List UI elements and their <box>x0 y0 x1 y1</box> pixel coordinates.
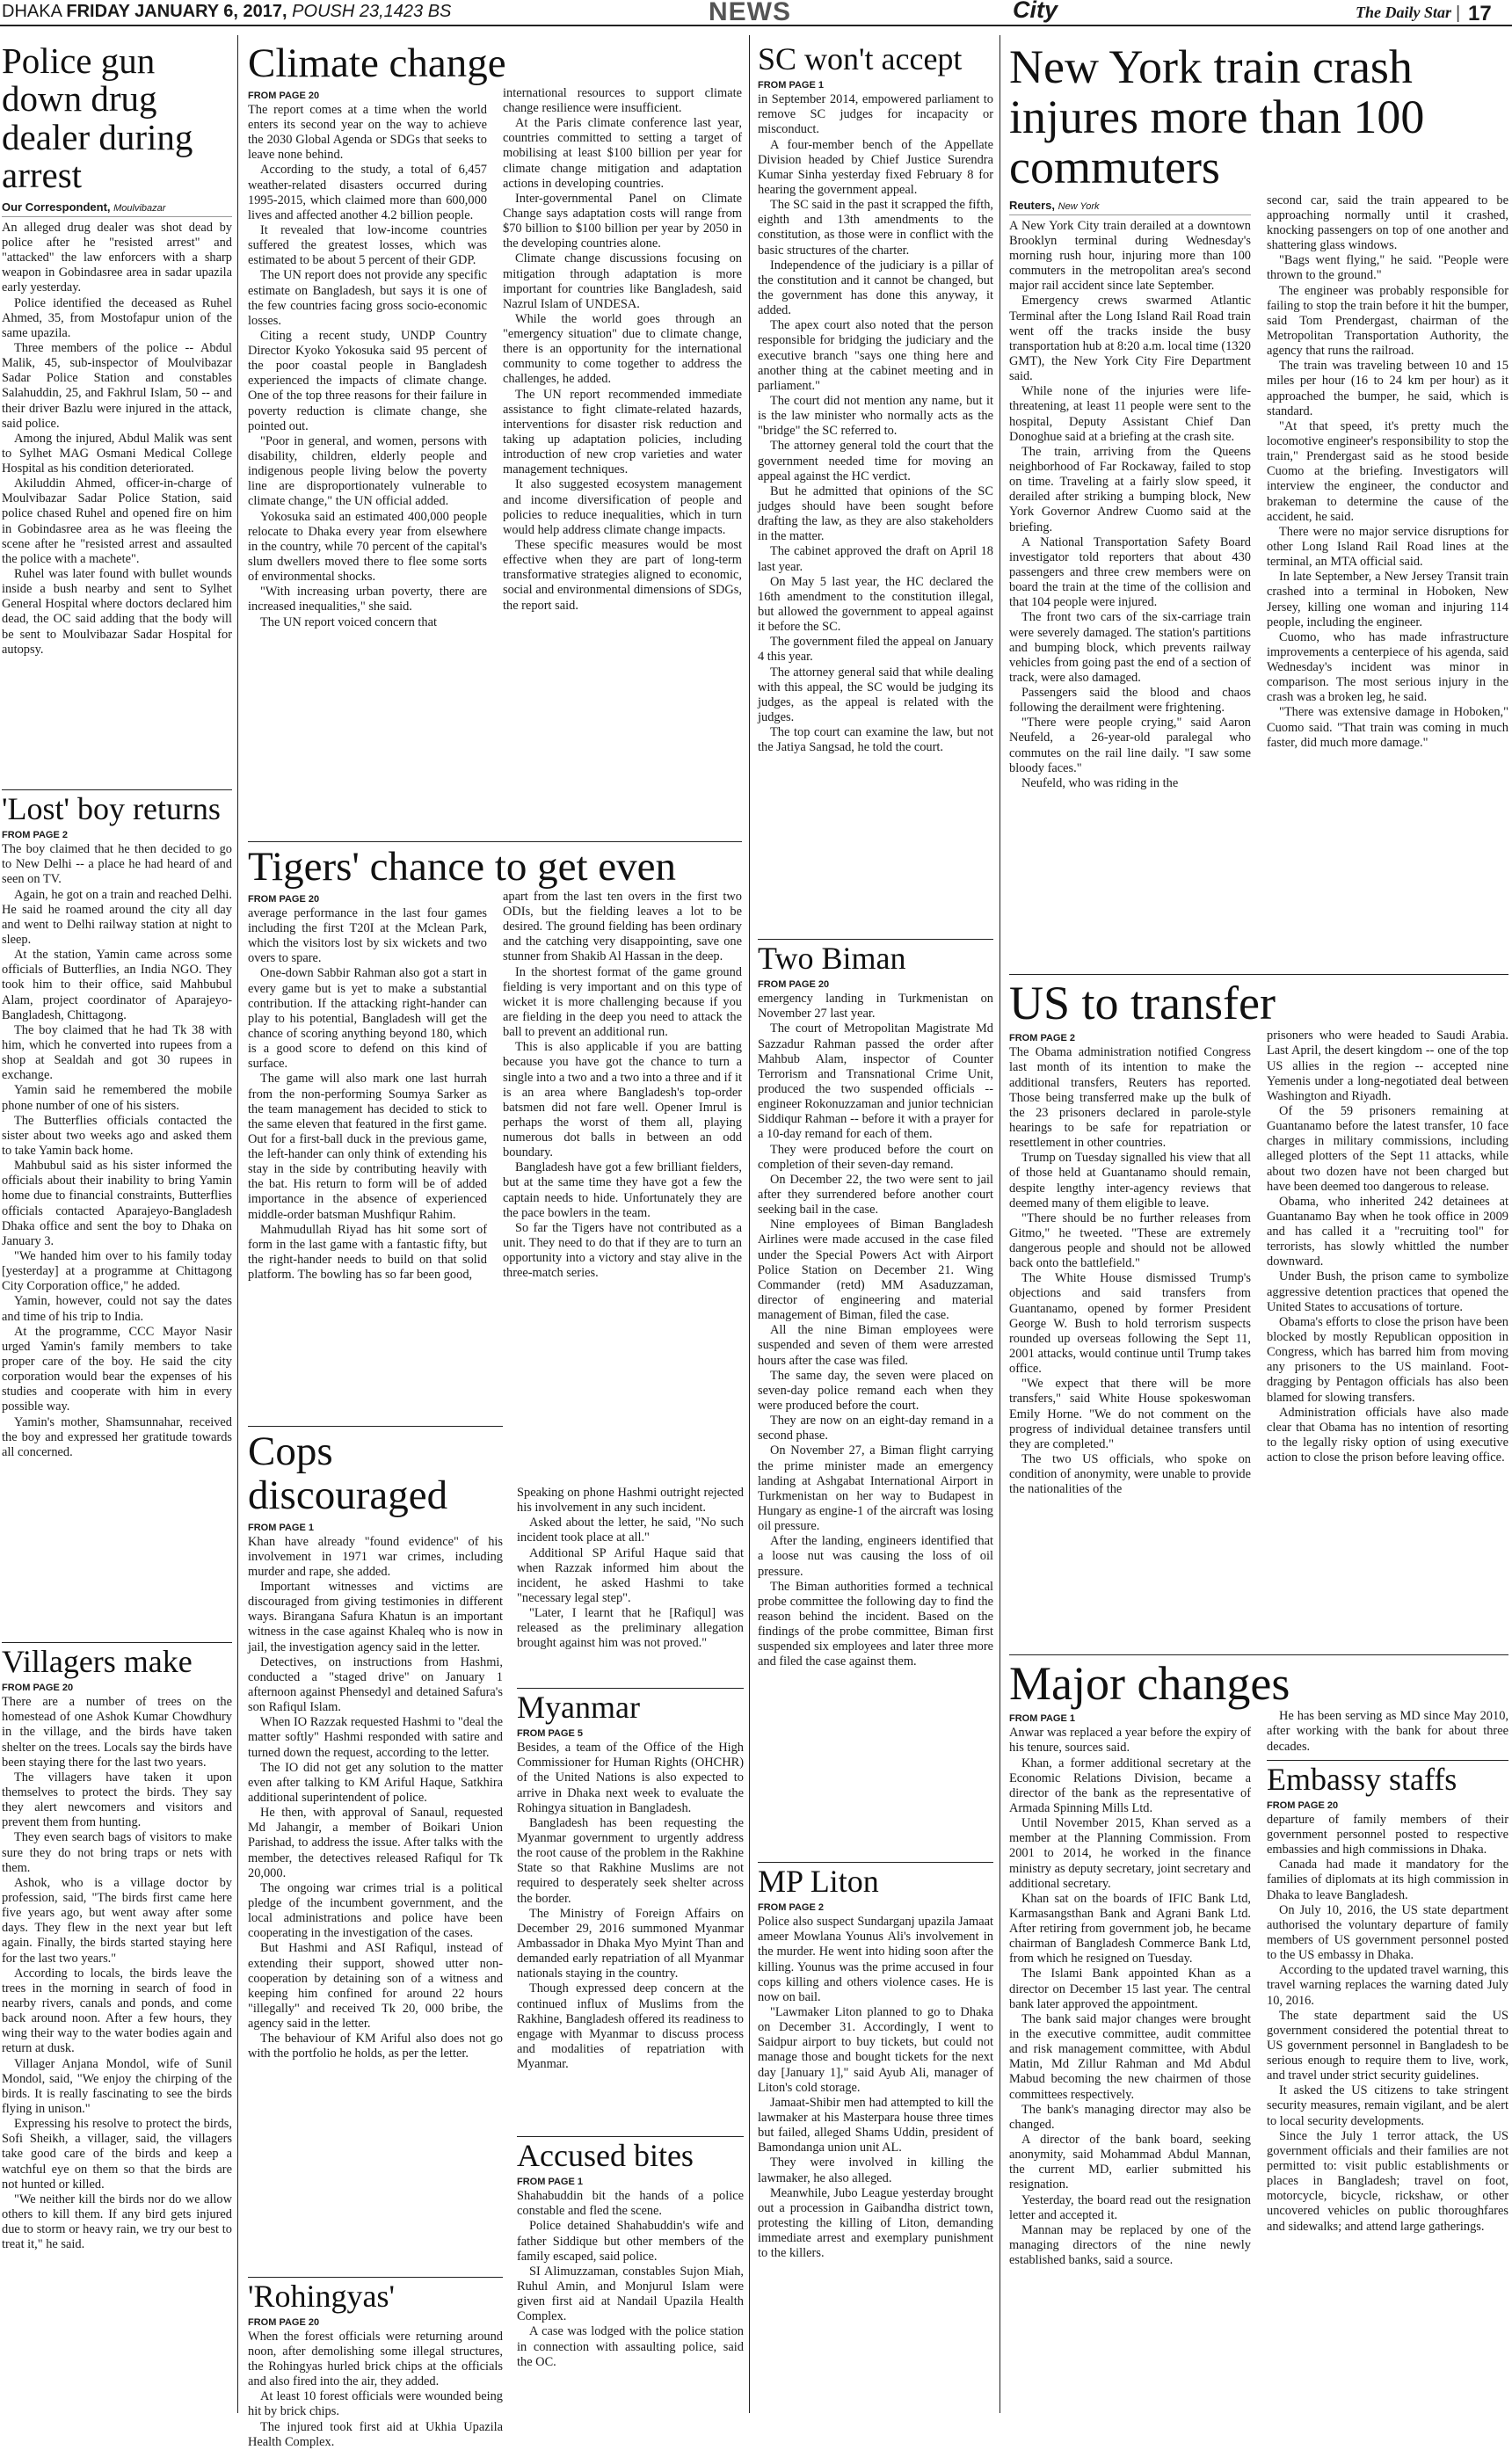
body-paragraph: At the Paris climate conference last year, countries committed to setting a target of mobilising at least $100 billion per year for climate change mitigation and adaptation actions in developing countries. <box>503 116 742 191</box>
section-label: NEWS <box>709 0 791 26</box>
body-paragraph: Again, he got on a train and reached Delhi. He said he roamed around the city all day and went to Delhi railway station at night to sleep. <box>2 887 232 947</box>
body-paragraph: Police detained Shahabuddin's wife and father Siddique but other members of the family escaped, said police. <box>517 2219 744 2264</box>
body-paragraph: The front two cars of the six-carriage train were severely damaged. The station's partitions and bumping block, which prevents railway vehicles from going past the end of a section of track, were also damaged. <box>1009 610 1251 685</box>
body-paragraph: In the shortest format of the game ground fielding is very important and on this type of wicket it is more challenging because if you are fielding in the deep you need to attack the ball to prevent an additional run. <box>503 964 742 1040</box>
body-paragraph: Khan sat on the boards of IFIC Bank Ltd, Karmasangsthan Bank and Agrani Bank Ltd. After retiring from government job, he became chairman of Bangladesh Commerce Bank Ltd, from which he resigned on Tuesday. <box>1009 1891 1251 1967</box>
dateline: FROM PAGE 2 <box>758 1902 824 1914</box>
text-span: New York <box>1058 200 1100 212</box>
body-paragraph: A four-member bench of the Appellate Division headed by Chief Justice Surendra Kumar Sinha yesterday fixed February 8 for hearing the government appeal. <box>758 137 993 197</box>
body-paragraph: Yesterday, the board read out the resignation letter and accepted it. <box>1009 2192 1251 2222</box>
text-span: Moulvibazar <box>113 202 166 214</box>
body-paragraph: Emergency crews swarmed Atlantic Terminal after the Long Island Rail Road train went off the tracks inside the busy transportation hub at 8:20 a.m. local time (1320 GMT), the New York City Fire Department said. <box>1009 294 1251 384</box>
body-paragraph: Ruhel was later found with bullet wounds inside a bush nearby and sent to Sylhet General Hospital where doctors declared him dead, the OC said adding that the body will be sent to Moulvibazar Sadar Hospital for autopsy. <box>2 567 232 657</box>
body-paragraph: The Obama administration notified Congress last month of its intention to make the additional transfers, Reuters has reported. Those being transferred make up the bulk of the 23 prisoners declared in parole-style hearings to be safe for repatriation or resettlement in other countries. <box>1009 1045 1251 1151</box>
body-paragraph: Since the July 1 terror attack, the US government officials and their families are not permitted to: visit public establishments or places in Bangladesh; travel on foot, motorcycle, bicycle, rickshaw, or other uncovered vehicles on public thoroughfares and sidewalks; and attend large gatherings. <box>1267 2128 1508 2234</box>
story-ny-train <box>1009 42 1508 974</box>
story-accused <box>517 2136 744 2409</box>
body-paragraph: "Poor in general, and women, persons with disability, children, elderly people and indigenous people living below the poverty line are disproportionately vulnerable to climate change," the UN official added. <box>248 433 487 509</box>
text-span: POUSH 23,1423 BS <box>292 2 452 21</box>
cops-continued-column <box>517 1486 744 2416</box>
body-paragraph: international resources to support climate change resilience were insufficient. <box>503 85 742 115</box>
body-paragraph: According to the study, a total of 6,457 weather-related disasters occurred during 1995-2015, which claimed more than 600,000 lives and affected another 4.2 billion people. <box>248 163 487 222</box>
body-paragraph: The Biman authorities formed a technical probe committee the following day to find the reason behind the incident. Based on the findings of the probe committee, Biman first suspended six employees and later three more and filed the case against them. <box>758 1579 993 1669</box>
body-paragraph: Shahabuddin bit the hands of a police constable and fled the scene. <box>517 2189 744 2219</box>
body-paragraph: The game will also mark one last hurrah from the non-performing Soumya Sarker as the team management has decided to stick to the same eleven that featured in the first game. Out for a first-ball duck in the previous game, the left-hander can only think of extending his stay in the side by contributing heavily with the bat. His return to form will be of added importance in the absence of experienced middle-order batsman Mushfiqur Rahim. <box>248 1072 487 1222</box>
body-paragraph: Though expressed deep concern at the continued influx of Muslims from the Rakhine, Bangladesh offered its readiness to engage with Myanmar to discuss process and modalities of repatriation with Myanmar. <box>517 1981 744 2072</box>
body-paragraph: Yamin, however, could not say the dates and time of his trip to India. <box>2 1294 232 1324</box>
headline: 'Lost' boy returns <box>2 791 221 826</box>
body-paragraph: But Hashmi and ASI Rafiqul, instead of extending their support, showed utter non-cooperation by detaining son of a witness and keeping him confined for around 22 hours "illegally" and received Tk 20, 000 bribe, the agency said in the letter. <box>248 1941 503 2032</box>
page-number: 17 <box>1468 2 1492 25</box>
body-paragraph: Yamin's mother, Shamsunnahar, received the boy and expressed her gratitude towards all concerned. <box>2 1414 232 1459</box>
body-paragraph: Besides, a team of the Office of the High Commissioner for Human Rights (OHCHR) of the United Nations is also expected to arrive in Dhaka next week to evaluate the Rohingya situation in Bangladesh. <box>517 1741 744 1815</box>
body-paragraph: Neufeld, who was riding in the <box>1021 775 1179 790</box>
dateline: FROM PAGE 1 <box>758 80 824 91</box>
headline: Major changes <box>1009 1657 1290 1710</box>
body-paragraph: He then, with approval of Sanaul, requested Md Jahangir, a member of Boikari Union Parishad, to address the issue. After talks with the member, the detectives released Rafiqul for Tk 20,000. <box>248 1806 503 1880</box>
body-paragraph: SI Alimuzzaman, constables Sujon Miah, Ruhul Amin, and Monjurul Islam were given first aid at Nandail Upazila Health Complex. <box>517 2264 744 2324</box>
body-paragraph: The government filed the appeal on January 4 this year. <box>758 635 993 665</box>
body-paragraph: This is also applicable if you are batting because you have got the chance to turn a single into a two and a two into a three and if it is an area where Bangladesh's top-order batsmen did not fare well. Opener Imrul is perhaps the worst of them all, playing numerous dot balls in between an odd boundary. <box>503 1040 742 1160</box>
body-paragraph: Obama, who inherited 242 detainees at Guantanamo Bay when he took office in 2009 and has called it a "recruiting tool" for terrorists, has slowly whittled the number downward. <box>1267 1194 1508 1269</box>
body-paragraph: There are a number of trees on the homestead of one Ashok Kumar Chowdhury in the village, and the birds have taken shelter on the trees. Locals say the birds have been staying there for the last two years. <box>2 1695 232 1770</box>
body-paragraph: When the forest officials were returning around noon, after demolishing some illegal structures, the Rohingyas hurled brick chips at the officials and also fired into the air, they added. <box>248 2329 503 2389</box>
body-paragraph: Khan, a former additional secretary at the Economic Relations Division, became a director of the bank as the representative of Armada Spinning Mills Ltd. <box>1009 1756 1251 1815</box>
story-rohingyas <box>248 2277 503 2450</box>
body-paragraph: Jamaat-Shibir men had attempted to kill the lawmaker at his Masterpara house three times but failed, alleged Shams Uddin, president of Bamondanga union unit AL. <box>758 2095 993 2156</box>
body-paragraph: An alleged drug dealer was shot dead by police after he "resisted arrest" and "attacked" the law enforcers with a sharp weapon in Gobindasree area in sadar upazila early yesterday. <box>2 220 232 295</box>
body-paragraph: At least 10 forest officials were wounded being hit by brick chips. <box>248 2389 503 2419</box>
story-sc <box>758 42 993 939</box>
body-paragraph: Canada had made it mandatory for the families of diplomats at its high commission in Dhaka to leave Bangladesh. <box>1267 1857 1508 1902</box>
body-paragraph: Yamin said he remembered the mobile phone number of one of his sisters. <box>2 1083 232 1113</box>
story-us-transfer <box>1009 974 1508 1651</box>
body-paragraph: Bangladesh have got a few brilliant fielders, but at the same time they have got a few the captain needs to hide. Unfortunately they are the pace bowlers in the team. <box>503 1160 742 1220</box>
dateline: FROM PAGE 1 <box>1009 1713 1075 1725</box>
body-paragraph: Inter-governmental Panel on Climate Change says adaptation costs will range from $70 billion to $100 billion per year by 2050 in the developing countries alone. <box>503 191 742 251</box>
body-paragraph: A director of the bank board, seeking anonymity, said Mohammad Abdul Mannan, the current MD, earlier submitted his resignation. <box>1009 2133 1251 2192</box>
body-paragraph: They were involved in killing the lawmaker, he also alleged. <box>758 2156 993 2185</box>
body-paragraph: On December 22, the two were sent to jail after they surrendered before another court seeking bail in the case. <box>758 1172 993 1218</box>
dateline: FROM PAGE 20 <box>758 979 830 991</box>
dateline: FROM PAGE 20 <box>248 90 320 101</box>
column-rule <box>237 35 238 2413</box>
body-paragraph: Mannan may be replaced by one of the managing directors of the nine newly established banks, said a source. <box>1009 2222 1251 2268</box>
body-paragraph: The behaviour of KM Ariful also does not go with the portfolio he holds, as per the letter. <box>248 2032 503 2061</box>
dateline: FROM PAGE 2 <box>1009 1033 1075 1044</box>
body-paragraph: The apex court also noted that the person responsible for bridging the judiciary and the executive branch "says one thing here and another thing at the cabinet meeting and in parliament." <box>758 318 993 393</box>
body-paragraph: One-down Sabbir Rahman also got a start in every game but is yet to make a substantial contribution. If the attacking right-hander can play to his potential, Bangladesh will get the chance of scoring anything beyond 180, which is a good score to defend on this kind of surface. <box>248 966 487 1072</box>
body-paragraph: "There were people crying," said Aaron Neufeld, a 26-year-old paralegal who commutes on the rail line daily. "I saw some bloody faces." <box>1009 716 1251 775</box>
body-paragraph: Bangladesh has been requesting the Myanmar government to urgently address the root cause of the problem in the Rakhine State so that Rakhine Muslims are not required to desperately seek shelter across the border. <box>517 1815 744 1906</box>
separator: | <box>1456 4 1461 23</box>
byline <box>2 200 232 217</box>
body-paragraph: The boy claimed that he had Tk 38 with him, which he converted into rupees from a shop at Sealdah and got 30 rupees in exchange. <box>2 1022 232 1083</box>
body-paragraph: Of the 59 prisoners remaining at Guantanamo before the latest transfer, 10 face charges in military commissions, including alleged plotters of the Sept 11 attacks, while about two dozen have not been charged but have been deemed too dangerous to release. <box>1267 1103 1508 1194</box>
body-paragraph: Cuomo, who has made infrastructure improvements a centerpiece of his agenda, said Wednesday's incident was minor in comparison. The most serious injury in the crash was a broken leg, he said. <box>1267 629 1508 705</box>
headline: Two Biman <box>758 941 906 976</box>
headline: Myanmar <box>517 1690 640 1725</box>
body-paragraph: Three members of the police -- Abdul Malik, 45, sub-inspector of Moulvibazar Sadar Police Station and constables Salahuddin, 25, and Fakhrul Islam, 50 -- and their driver Bazlu were injured in the attack, said police. <box>2 340 232 431</box>
body-paragraph: Obama's efforts to close the prison have been blocked by mostly Republican opposition in Congress, which has barred him from moving any prisoners to the US mainland. Foot-dragging by Pentagon officials has also been blamed for slowing transfers. <box>1267 1314 1508 1405</box>
body-paragraph: "At that speed, it's pretty much the locomotive engineer's responsibility to stop the train," Prendergast said as he stood beside Cuomo at the briefing. Investigators will interview the engineer, the conductor and brakeman to determine the cause of the accident, he said. <box>1267 418 1508 524</box>
body-paragraph: All the nine Biman employees were suspended and seven of them were arrested hours after the case was filed. <box>758 1323 993 1368</box>
headline: New York train crash injures more than 100 commuters <box>1009 40 1425 194</box>
left-column <box>2 42 232 2416</box>
body-paragraph: The injured took first aid at Ukhia Upazila Health Complex. <box>248 2419 503 2449</box>
byline <box>1009 199 1251 215</box>
story-biman <box>758 939 993 1862</box>
body-paragraph: According to the updated travel warning, this travel warning replaces the warning dated July 10, 2016. <box>1267 1963 1508 2008</box>
body-paragraph: Ashok, who is a village doctor by profession, said, "The birds first came here five years ago, but went away after some days. They flew in the next year but left again. Finally, the birds started staying here for the last two years." <box>2 1875 232 1966</box>
story-climate <box>248 42 742 838</box>
story-liton <box>758 1862 993 2398</box>
story-lost-boy <box>2 789 232 1642</box>
story-villagers <box>2 1642 232 2416</box>
body-paragraph: On November 27, a Biman flight carrying the prime minister made an emergency landing at Ashgabat International Airport in Turkmenistan on her way to Budapest in Hungary as engine-1 of the aircraft was losing oil pressure. <box>758 1443 993 1534</box>
body-paragraph: apart from the last ten overs in the first two ODIs, but the fielding leaves a lot to be desired. The ground fielding has been ordinary and the catching very disappointing, save one stunner from Shakib Al Hassan in the deep. <box>503 889 742 964</box>
body-paragraph: The Islami Bank appointed Khan as a director on December 15 last year. The central bank later approved the appointment. <box>1009 1967 1251 2011</box>
body-paragraph: The same day, the seven were placed on seven-day police remand each when they were produced before the court. <box>758 1368 993 1413</box>
body-paragraph: Among the injured, Abdul Malik was sent to Sylhet MAG Osmani Medical College Hospital as his condition deteriorated. <box>2 431 232 476</box>
dateline: FROM PAGE 1 <box>248 1522 314 1533</box>
body-paragraph: Independence of the judiciary is a pillar of the constitution and it cannot be changed, but the government has done this anyway, it added. <box>758 258 993 318</box>
body-paragraph: The Butterflies officials contacted the sister about two weeks ago and asked them to take Yamin back home. <box>2 1113 232 1158</box>
story-police <box>2 42 232 789</box>
body-paragraph: "Bags went flying," he said. "People were thrown to the ground." <box>1267 253 1508 283</box>
headline: Embassy staffs <box>1267 1761 1457 1797</box>
headline: Tigers' chance to get even <box>248 844 677 890</box>
body-paragraph: Mahbubul said as his sister informed the officials about their inability to bring Yamin home due to financial constraints, Butterflies officials contacted Aparajeyo-Bangladesh Dhaka office and sent the boy to Dhaka on January 3. <box>2 1159 232 1248</box>
body-paragraph: Anwar was replaced a year before the expiry of his tenure, sources said. <box>1009 1726 1251 1756</box>
headline: US to transfer <box>1009 977 1276 1029</box>
body-paragraph: Mahmudullah Riyad has hit some sort of form in the last game with a fantastic fifty, but the right-hander needs to build on that solid platform. The bowling has so far been good, <box>248 1222 487 1283</box>
body-paragraph: "We expect that there will be more transfers," said White House spokeswoman Emily Horne. "We do not comment on the progress of individual detainee transfers until they are completed." <box>1009 1377 1251 1451</box>
major-changes-tail: He has been serving as MD since May 2010, after working with the bank for about three decades. <box>1267 1709 1508 1754</box>
body-paragraph: Yokosuka said an estimated 400,000 people relocate to Dhaka every year from elsewhere in the country, while 70 percent of the capital's slum dwellers moved there to flee some sorts of environmental shocks. <box>248 509 487 585</box>
masthead-dateline <box>2 2 451 22</box>
body-paragraph: "Later, I learnt that he [Rafiqul] was released as the preliminary allegation brought against him was not proved." <box>517 1606 744 1651</box>
story-cops <box>248 1426 503 2449</box>
headline: Cops discouraged <box>248 1429 448 1518</box>
story-major-changes <box>1009 1654 1508 2414</box>
body-paragraph: The IO did not get any solution to the matter even after talking to KM Ariful Haque, Satkhira additional superintendent of police. <box>248 1760 503 1806</box>
dateline: FROM PAGE 20 <box>2 1683 74 1694</box>
body-paragraph: Meanwhile, Jubo League yesterday brought out a procession in Gaibandha district town, protesting the killing of Liton, demanding immediate arrest and exemplary punishment to the killers. <box>758 2185 993 2261</box>
body-paragraph: Administration officials have also made clear that Obama has no intention of resorting to the legally risky option of using executive action to close the prison before leaving office. <box>1267 1405 1508 1465</box>
text-span: Our Correspondent, <box>2 200 111 214</box>
column-rule <box>749 35 750 2413</box>
body-paragraph: The Ministry of Foreign Affairs on December 29, 2016 summoned Myanmar Ambassador in Dhaka Myo Myint Than and demanded early repatriation of all Myanmar nationals staying in the country. <box>517 1906 744 1981</box>
body-paragraph: After the landing, engineers identified that a loose nut was causing the loss of oil pressure. <box>758 1534 993 1579</box>
body-paragraph: So far the Tigers have not contributed as a unit. They need to do that if they are to turn an opportunity into a victory and stay alive in the three-match series. <box>503 1220 742 1281</box>
body-paragraph: On July 10, 2016, the US state department authorised the voluntary departure of family members of US government personnel posted to the US embassy in Dhaka. <box>1267 1902 1508 1963</box>
body-paragraph: "Lawmaker Liton planned to go to Dhaka on December 31. Accordingly, I went to Saidpur airport to buy tickets, but could not manage those and bought tickets for the next day [January 1]," said Ayub Ali, manager of Liton's cold storage. <box>758 2005 993 2095</box>
dateline: FROM PAGE 20 <box>248 893 320 905</box>
body-paragraph: "With increasing urban poverty, there are increased inequalities," she said. <box>248 585 487 614</box>
headline: SC won't accept <box>758 41 963 76</box>
body-paragraph: These specific measures would be most effective when they are part of long-term transformative strategies aligned to economic, social and environmental dimensions of SDGs, the report said. <box>503 538 742 613</box>
headline: Accused bites <box>517 2138 694 2173</box>
body-paragraph: The ongoing war crimes trial is a political pledge of the incumbent government, and the local administrations and police have been cooperating in the investigation of the cases. <box>248 1880 503 1941</box>
brand-logo: The Daily Star <box>1356 4 1452 21</box>
body-paragraph: At the station, Yamin came across some officials of Butterflies, an India NGO. They took him to their office, said Mahbubul Alam, project coordinator of Aparajeyo-Bangladesh, Chittagong. <box>2 948 232 1022</box>
body-paragraph: The court did not mention any name, but it is the law minister who normally acts as the "bridge" the SC referred to. <box>758 393 993 439</box>
body-paragraph: The boy claimed that he then decided to go to New Delhi -- a place he had heard of and seen on TV. <box>2 842 232 887</box>
body-paragraph: The UN report recommended immediate assistance to fight climate-related hazards, interventions for disaster risk reduction and taking up adaptation policies, including introduction of new crop varieties and water management techniques. <box>503 387 742 477</box>
body-paragraph: in September 2014, empowered parliament to remove SC judges for incapacity or misconduct. <box>758 92 993 137</box>
body-paragraph: The train, arriving from the Queens neighborhood of Far Rockaway, failed to stop on time. Traveling at a fairly slow speed, it derailed after striking a bumping block, New York Governor Andrew Cuomo said at the briefing. <box>1009 444 1251 534</box>
body-paragraph: The bank's managing director may also be changed. <box>1009 2102 1251 2132</box>
body-paragraph: emergency landing in Turkmenistan on November 27 last year. <box>758 992 993 1021</box>
body-paragraph: At the programme, CCC Mayor Nasir urged Yamin's family members to take proper care of the boy. He said the city corporation would bear the expenses of his studies and cooperate with him in every possible way. <box>2 1324 232 1414</box>
body-paragraph: A case was lodged with the police station in connection with assaulting police, said the OC. <box>517 2324 744 2369</box>
body-paragraph: Until November 2015, Khan served as a member at the Planning Commission. From 2001 to 2014, he worked in the finance ministry as deputy secretary, joint secretary and additional secretary. <box>1009 1816 1251 1891</box>
third-column <box>758 42 993 2416</box>
body-paragraph: But he admitted that opinions of the SC judges should have been sought before drafting the law, as they are also stakeholders in the matter. <box>758 483 993 544</box>
dateline: FROM PAGE 20 <box>248 2316 320 2328</box>
story-cops-cont <box>517 1486 744 1688</box>
body-paragraph: It also suggested ecosystem management and income diversification of people and policies to reduce inequalities, which in turn would help address climate change impacts. <box>503 477 742 537</box>
body-paragraph: The attorney general told the court that the government needed time for moving an appeal against the HC verdict. <box>758 439 993 483</box>
body-paragraph: A New York City train derailed at a downtown Brooklyn terminal during Wednesday's morning rush hour, injuring more than 100 commuters in the metropolitan area's second major rail accident since late September. <box>1009 218 1251 294</box>
headline: Police gun down drug dealer during arrest <box>2 40 193 196</box>
body-paragraph: The top court can examine the law, but not the Jatiya Sangsad, he told the court. <box>758 725 993 755</box>
body-paragraph: prisoners who were headed to Saudi Arabia. Last April, the desert kingdom -- one of the top US allies in the region -- accepted nine Yemenis under a long-negotiated deal between Washington and Riyadh. <box>1267 1029 1508 1103</box>
body-paragraph: The train was traveling between 10 and 15 miles per hour (16 to 24 km per hour) as it approached the bumper, he said, which is standard. <box>1267 359 1508 418</box>
body-paragraph: Police also suspect Sundarganj upazila Jamaat ameer Mowlana Younus Ali's involvement in the murder. He went into hiding soon after the killing. Younus was the prime accused in four cops killing and others violence cases. He is now on bail. <box>758 1915 993 2004</box>
body-paragraph: The court of Metropolitan Magistrate Md Sazzadur Rahman passed the order after Mahbub Alam, inspector of Counter Terrorism and Transnational Crime Unit, produced the two suspended officials -- engineer Rokonuzzaman and junior technician Siddiqur Rahman -- before it with a prayer for a 10-day remand for each of them. <box>758 1021 993 1142</box>
body-paragraph: On May 5 last year, the HC declared the 16th amendment to the constitution illegal, but allowed the government to appeal against it before the SC. <box>758 574 993 635</box>
body-paragraph: "There was extensive damage in Hoboken," Cuomo said. "That train was coming in much faster, did much more damage." <box>1267 705 1508 750</box>
dateline: FROM PAGE 1 <box>517 2177 583 2188</box>
body-paragraph: The SC said in the past it scrapped the fifth, eighth and 13th amendments to the constitution, as those were in conflict with the basic structures of the charter. <box>758 198 993 258</box>
body-paragraph: In late September, a New Jersey Transit train crashed into a terminal in Hoboken, New Jersey, killing one woman and injuring 114 people, including the engineer. <box>1267 570 1508 629</box>
body-paragraph: Nine employees of Biman Bangladesh Airlines were made accused in the case filed under the Special Powers Act with Airport Police Station on December 21. Wing Commander (retd) MM Asaduzzaman, director of engineering and material management of Biman, filed the case. <box>758 1218 993 1323</box>
body-paragraph: They even search bags of visitors to make sure they do not bring traps or nets with them. <box>2 1830 232 1875</box>
body-paragraph: The attorney general said that while dealing with this appeal, the SC would be judging its judges, as the appeal is related with the judges. <box>758 665 993 724</box>
body-paragraph: While the world goes through an "emergency situation" due to climate change, there is an opportunity for the international community to come together to address the challenges, he added. <box>503 311 742 387</box>
body-paragraph: Speaking on phone Hashmi outright rejected his involvement in any such incident. <box>517 1486 744 1516</box>
masthead <box>0 0 1512 26</box>
body-paragraph: The engineer was probably responsible for failing to stop the train before it hit the bumper, said Tom Prendergast, chairman of the Metropolitan Transportation Authority, the agency that runs the railroad. <box>1267 283 1508 359</box>
story-embassy <box>1267 1760 1508 2235</box>
body-paragraph: Police identified the deceased as Ruhel Ahmed, 35, from Mostofapur union of the same upazila. <box>2 295 232 340</box>
body-paragraph: The UN report does not provide any specific estimate on Bangladesh, but says it is one of the few countries facing gross socio-economic losses. <box>248 268 487 328</box>
body-paragraph: Important witnesses and victims are discouraged from giving testimonies in different ways. Birangana Safura Khatun is an important witness in the case against Khaleq who is now in jail, the investigation agency said in the letter. <box>248 1580 503 1654</box>
body-paragraph: Passengers said the blood and chaos following the derailment were frightening. <box>1009 686 1251 716</box>
text-span: Reuters, <box>1009 198 1056 212</box>
body-paragraph: Villager Anjana Mondol, wife of Sunil Mondol, said, "We enjoy the chirping of the birds. It is really fascinating to see the birds flying in unison." <box>2 2056 232 2116</box>
body-paragraph: The UN report voiced concern that <box>260 614 437 629</box>
headline: Villagers make <box>2 1644 193 1679</box>
story-myanmar <box>517 1688 744 2136</box>
text-span: FRIDAY JANUARY 6, 2017, <box>66 2 287 21</box>
body-paragraph: Akiluddin Ahmed, officer-in-charge of Moulvibazar Sadar Police Station, said police chased Ruhel and opened fire on him in Gobindasree area as he was fleeing the scene after he "resisted arrest and assaulted the police with a machete". <box>2 476 232 566</box>
body-paragraph: They were produced before the court on completion of their seven-day remand. <box>758 1142 993 1172</box>
body-paragraph: second car, said the train appeared to be approaching normally until it crashed, knocking passengers on top of one another and shattering glass windows. <box>1267 193 1508 253</box>
headline: MP Liton <box>758 1864 879 1899</box>
body-paragraph: The report comes at a time when the world enters its second year on the way to achieve the 2030 Global Agenda or SDGs that seeks to leave none behind. <box>248 102 487 163</box>
headline: Climate change <box>248 40 506 86</box>
body-paragraph: Detectives, on instructions from Hashmi, conducted a "staged drive" on January 1 afternoon against Phensedyl and detained Safura's son Rafiqul Islam. <box>248 1654 503 1715</box>
body-paragraph: Asked about the letter, he said, "No such incident took place at all." <box>517 1516 744 1545</box>
subsection-label: City <box>1013 0 1058 23</box>
dateline: FROM PAGE 20 <box>1267 1799 1339 1811</box>
dateline: FROM PAGE 2 <box>2 830 68 841</box>
body-paragraph: Trump on Tuesday signalled his view that all of those held at Guantanamo should remain, despite lengthy inter-agency reviews that deemed many of them eligible to leave. <box>1009 1151 1251 1210</box>
body-paragraph: The villagers have taken it upon themselves to protect the birds. They say they alert newcomers and visitors and prevent them from hunting. <box>2 1770 232 1830</box>
body-paragraph: The two US officials, who spoke on condition of anonymity, were unable to provide the nationalities of the <box>1009 1452 1251 1497</box>
body-paragraph: Additional SP Ariful Haque said that when Razzak informed him about the incident, he asked Hashmi to take "necessary legal step". <box>517 1545 744 1605</box>
body-paragraph: Expressing his resolve to protect the birds, Sofi Sheikh, a villager, said, the villagers take good care of the birds and keep a watchful eye on them so that the birds are not hunted or killed. <box>2 2117 232 2192</box>
body-paragraph: "We neither kill the birds nor do we allow others to kill them. If any bird gets injured due to storm or heavy rain, we try our best to treat it," he said. <box>2 2192 232 2252</box>
body-paragraph: A National Transportation Safety Board investigator told reporters that about 430 passengers and three crew members were on board the train at the time of the collision and that 104 people were injured. <box>1009 534 1251 610</box>
body-paragraph: Under Bush, the prison came to symbolize aggressive detention practices that opened the United States to accusations of torture. <box>1267 1269 1508 1314</box>
story-tigers <box>248 841 742 1421</box>
body-paragraph: They are now on an eight-day remand in a second phase. <box>758 1414 993 1443</box>
body-paragraph: The White House dismissed Trump's objections and said transfers from Guantanamo, opened by former President George W. Bush to hold terrorism suspects rounded up overseas following the Sept 11, 2001 attacks, would continue until Trump takes office. <box>1009 1271 1251 1377</box>
body-paragraph: It revealed that low-income countries suffered the greatest losses, which was estimated to be about 5 percent of their GDP. <box>248 222 487 268</box>
body-paragraph: When IO Razzak requested Hashmi to "deal the matter softly" Hashmi responded with satire and turned down the request, according to the letter. <box>248 1715 503 1760</box>
body-paragraph: It asked the US citizens to take stringent security measures, remain vigilant, and be alert to local security developments. <box>1267 2083 1508 2128</box>
body-paragraph: Climate change discussions focusing on mitigation through adaptation is more important for countries like Bangladesh, said Nazrul Islam of UNDESA. <box>503 251 742 311</box>
body-paragraph: There were no major service disruptions for other Long Island Rail Road lines at the terminal, an MTA official said. <box>1267 524 1508 570</box>
body-paragraph: Citing a recent study, UNDP Country Director Kyoko Yokosuka said 95 percent of the poor coastal people in Bangladesh experienced the impacts of climate change. One of the top three reasons for their failure in poverty reduction is climate change, she pointed out. <box>248 328 487 433</box>
headline: 'Rohingyas' <box>248 2278 395 2314</box>
body-paragraph: The state department said the US government considered the potential threat to US government personnel in Bangladesh to be serious enough to require them to live, work, and travel under strict security guidelines. <box>1267 2008 1508 2083</box>
body-paragraph: The bank said major changes were brought in the executive committee, audit committee and risk management committee, with Abdul Matin, Md Zillur Rahman and Md Abdul Mabud becoming the new chairmen of those committees respectively. <box>1009 2011 1251 2102</box>
body-paragraph: The cabinet approved the draft on April 18 last year. <box>758 544 993 574</box>
body-paragraph: "There should be no further releases from Gitmo," he tweeted. "These are extremely dangerous people and should not be allowed back onto the battlefield." <box>1009 1210 1251 1271</box>
dateline: FROM PAGE 5 <box>517 1728 583 1740</box>
body-paragraph: "We handed him over to his family today [yesterday] at a programme at Chittagong City Corporation office," he added. <box>2 1248 232 1294</box>
body-paragraph: average performance in the last four games including the first T20I at the Mclean Park, which the visitors lost by six wickets and two overs to spare. <box>248 905 487 966</box>
body-paragraph: According to locals, the birds leave the trees in the morning in search of food in nearby rivers, canals and ponds, and come back around noon. After a few hours, they wing their way to the water bodies again and return at dusk. <box>2 1966 232 2056</box>
body-paragraph: Khan have already "found evidence" of his involvement in 1971 war crimes, including murder and rape, she added. <box>248 1534 503 1579</box>
body-paragraph: departure of family members of their government personnel posted to respective embassies and high commissions in Dhaka. <box>1267 1812 1508 1857</box>
text-span: DHAKA <box>2 2 62 21</box>
body-paragraph: While none of the injuries were life-threatening, at least 11 people were sent to the hospital, Deputy Assistant Chief Dan Donoghue said at a briefing at the crash site. <box>1009 384 1251 444</box>
